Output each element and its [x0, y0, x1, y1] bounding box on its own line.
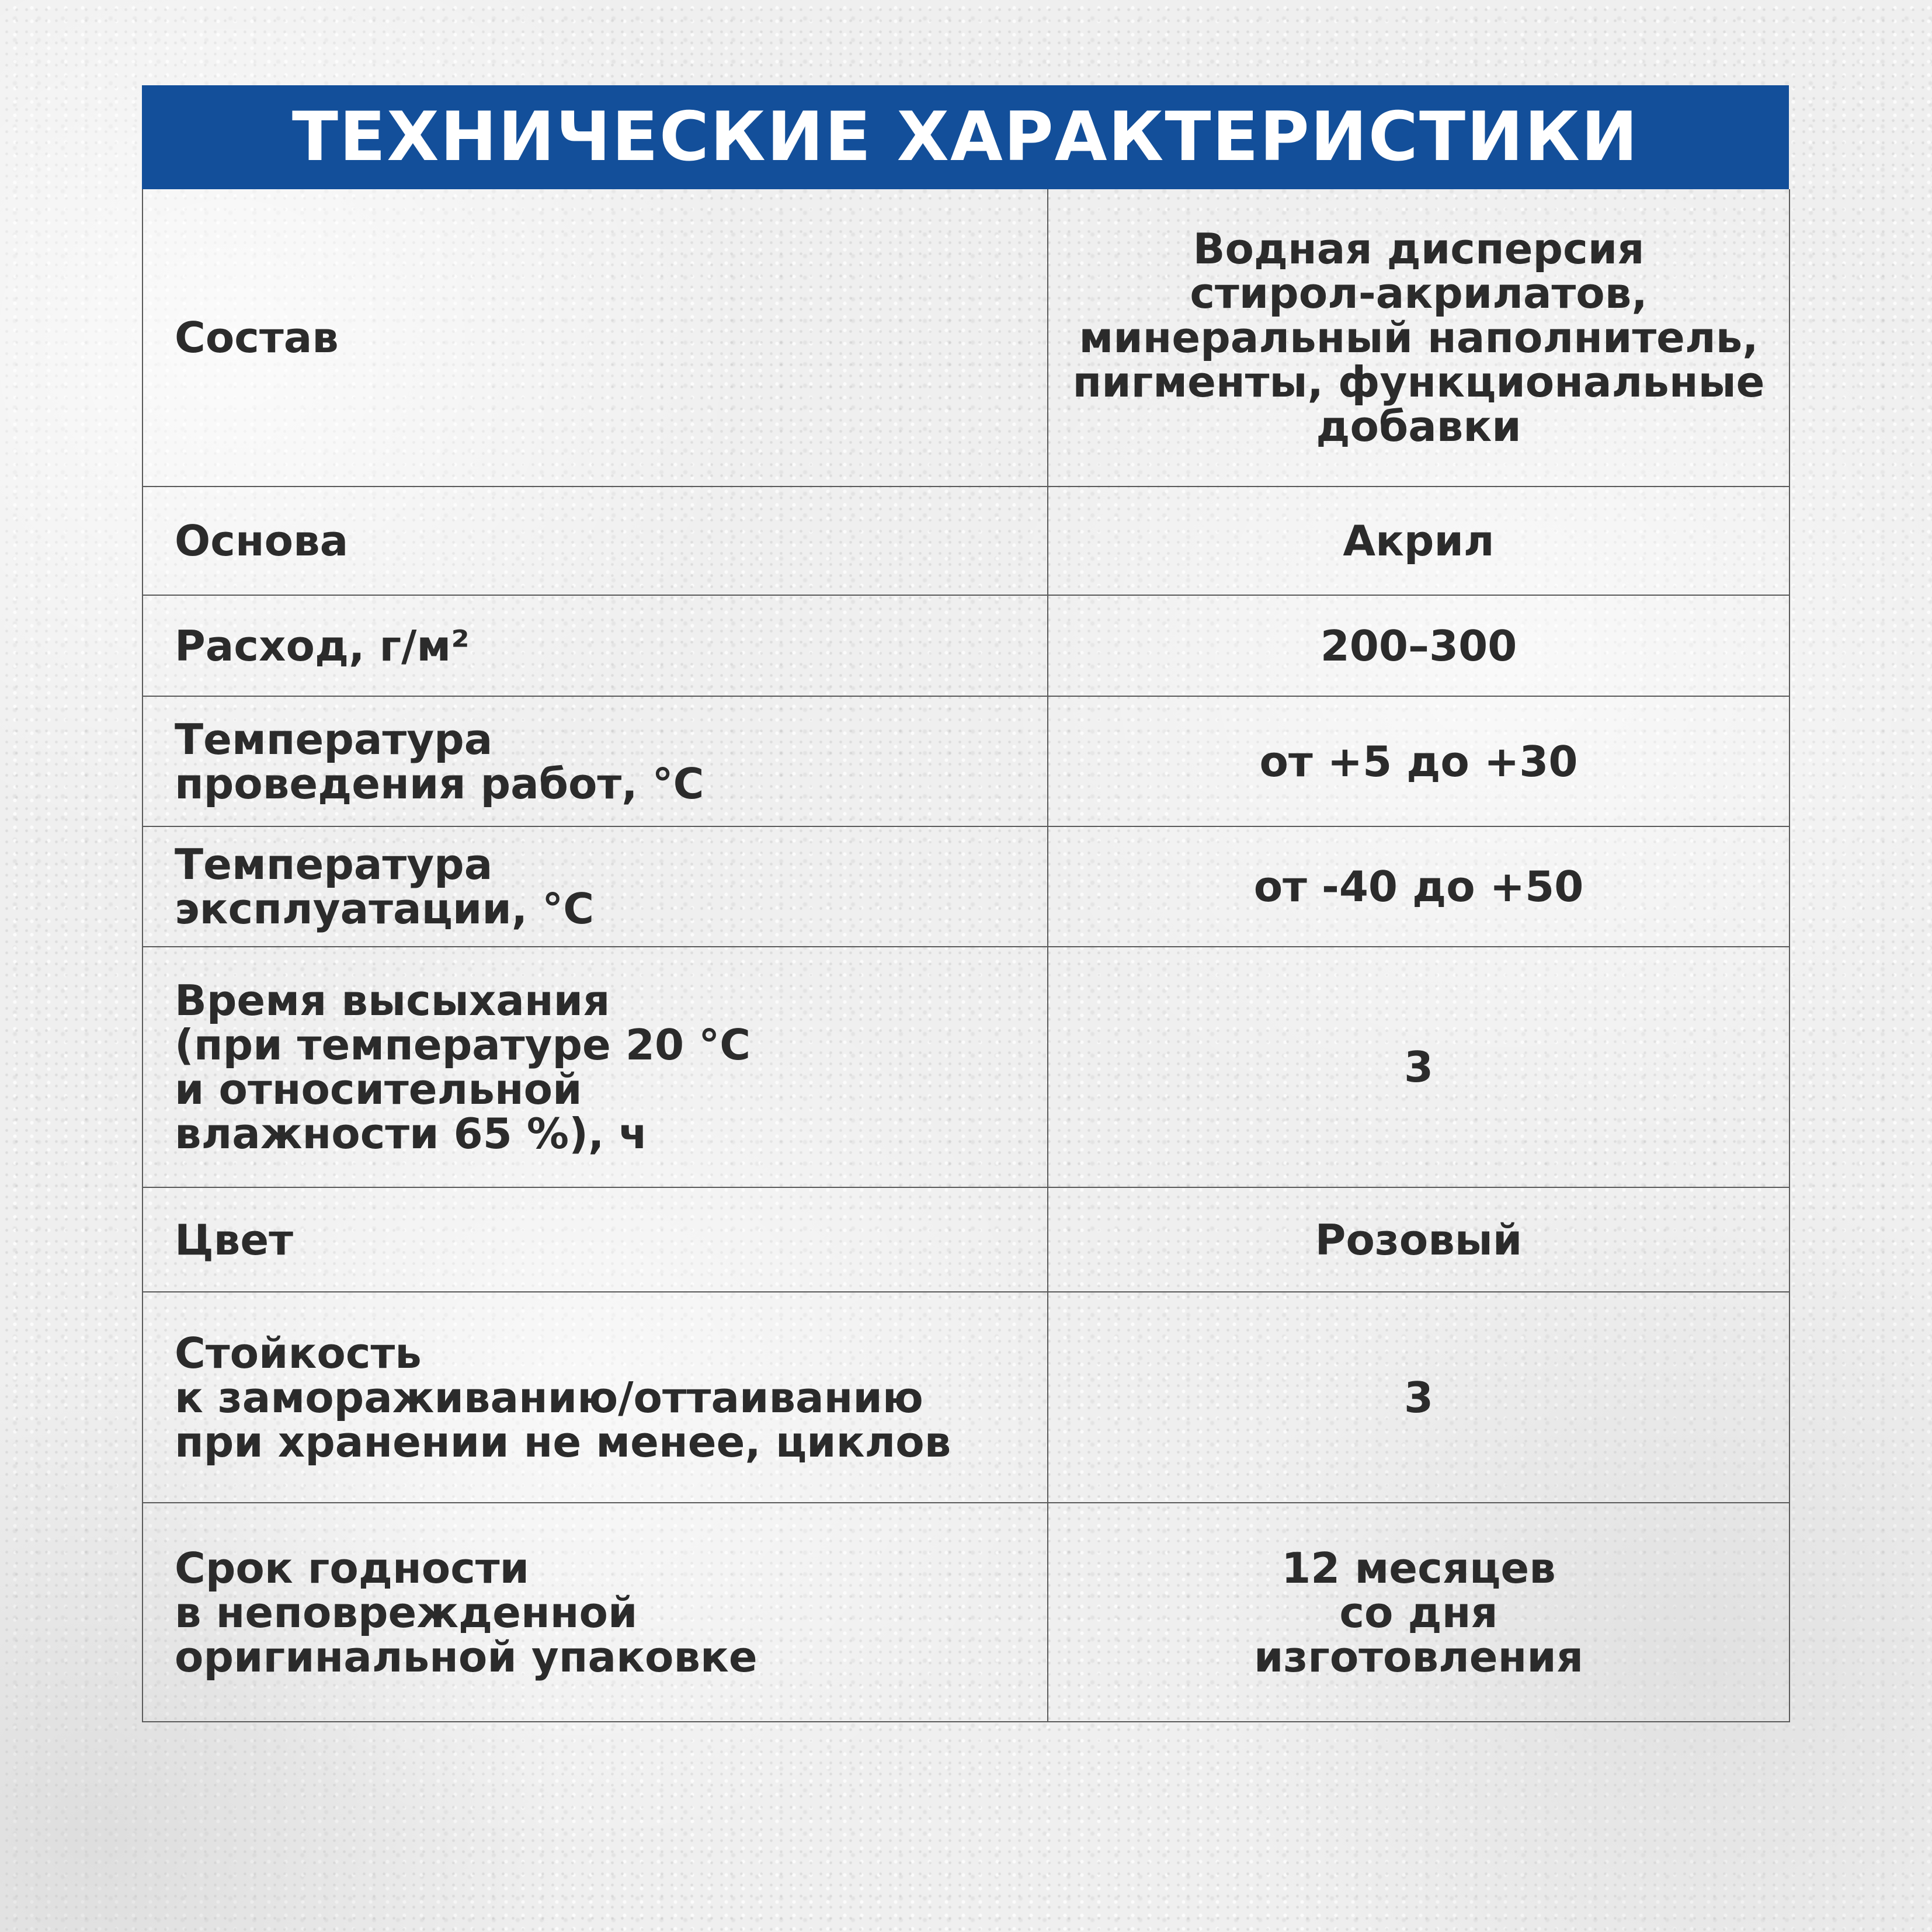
spec-value: 200–300	[1048, 595, 1789, 696]
table-row	[143, 1292, 1789, 1503]
spec-value: Водная дисперсия стирол-акрилатов, минеральный наполнитель, пигменты, функциональные добавки	[1048, 189, 1789, 487]
table-row	[143, 947, 1789, 1187]
spec-value: Акрил	[1048, 487, 1789, 595]
specs-sheet	[142, 85, 1789, 1722]
spec-value: 3	[1048, 1292, 1789, 1503]
table-row	[143, 826, 1789, 947]
spec-label: Состав	[143, 189, 1048, 487]
page-title: ТЕХНИЧЕСКИЕ ХАРАКТЕРИСТИКИ	[291, 98, 1639, 176]
spec-label: Цвет	[143, 1187, 1048, 1292]
spec-label: Температура проведения работ, °С	[143, 696, 1048, 826]
table-row	[143, 189, 1789, 487]
spec-value: 12 месяцев со дня изготовления	[1048, 1503, 1789, 1722]
spec-label: Температура эксплуатации, °С	[143, 826, 1048, 947]
table-row	[143, 696, 1789, 826]
spec-label: Расход, г/м²	[143, 595, 1048, 696]
spec-label: Срок годности в неповрежденной оригинальной упаковке	[143, 1503, 1048, 1722]
table-row	[143, 1503, 1789, 1722]
spec-label: Стойкость к замораживанию/оттаиванию при хранении не менее, циклов	[143, 1292, 1048, 1503]
spec-label: Время высыхания (при температуре 20 °С и относительной влажности 65 %), ч	[143, 947, 1048, 1187]
spec-value: от +5 до +30	[1048, 696, 1789, 826]
table-row	[143, 487, 1789, 595]
spec-value: Розовый	[1048, 1187, 1789, 1292]
title-banner	[142, 85, 1789, 189]
spec-label: Основа	[143, 487, 1048, 595]
spec-value: 3	[1048, 947, 1789, 1187]
table-row	[143, 1187, 1789, 1292]
spec-value: от -40 до +50	[1048, 826, 1789, 947]
table-row	[143, 595, 1789, 696]
specs-table	[142, 189, 1790, 1722]
